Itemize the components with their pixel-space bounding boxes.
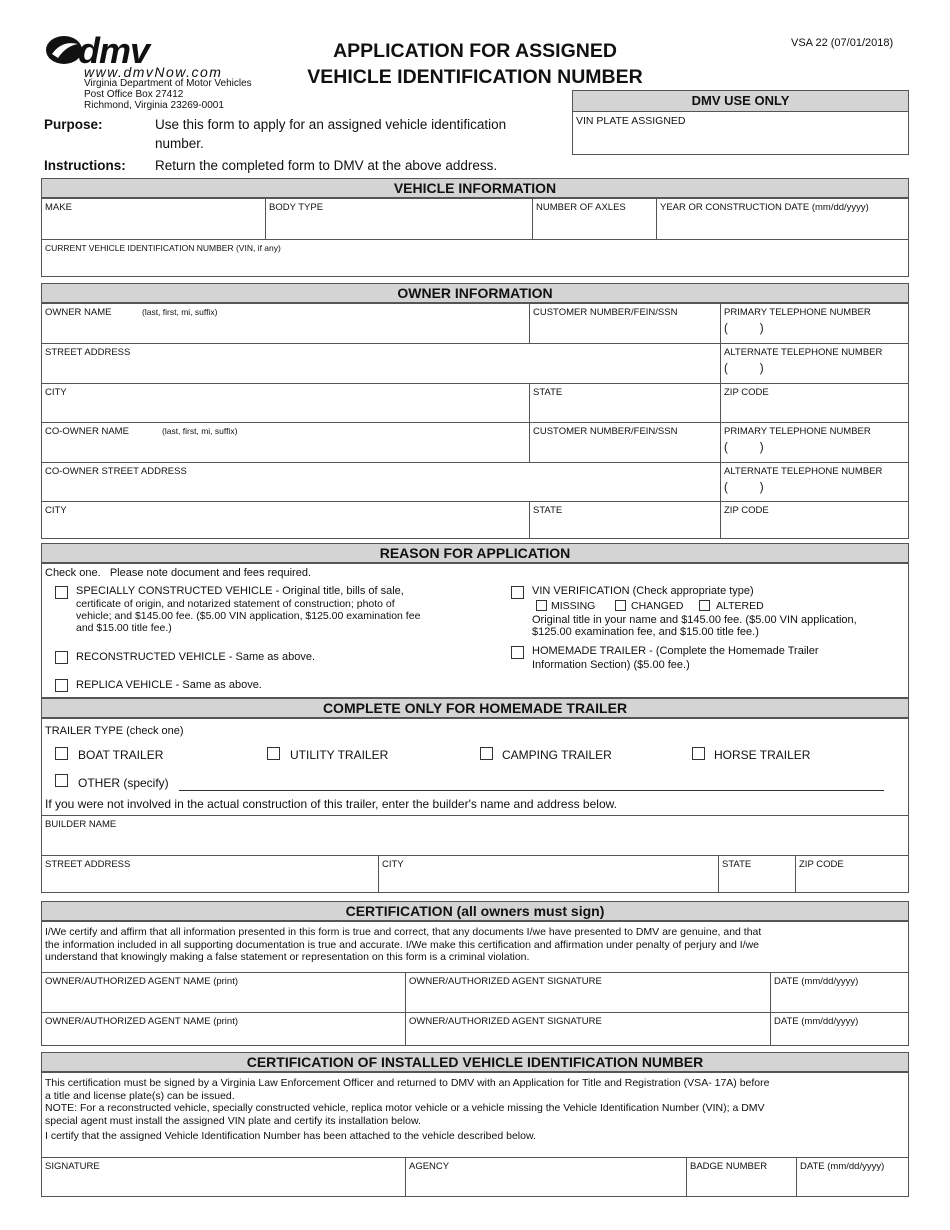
make-label: MAKE bbox=[45, 202, 72, 213]
specially-constructed-line-4: and $15.00 title fee.) bbox=[76, 622, 172, 634]
co-owner-city-label: CITY bbox=[45, 505, 67, 516]
primary-phone-label: PRIMARY TELEPHONE NUMBER bbox=[724, 307, 871, 318]
owner-street-field[interactable] bbox=[41, 343, 720, 383]
agent-signature-field-1[interactable] bbox=[405, 972, 770, 1012]
dmv-use-only-title: DMV USE ONLY bbox=[573, 91, 908, 112]
co-owner-alt-phone-label: ALTERNATE TELEPHONE NUMBER bbox=[724, 466, 883, 477]
co-owner-customer-number-field[interactable] bbox=[529, 422, 720, 462]
installed-text bbox=[45, 1077, 907, 1143]
reason-intro: Check one. Please note document and fees required. bbox=[45, 567, 312, 579]
certification-line-3: understand that knowingly making a false statement or representation on this form is a criminal violation. bbox=[45, 951, 530, 963]
specially-constructed-line-1: SPECIALLY CONSTRUCTED VEHICLE - Original title, bills of sale, bbox=[76, 585, 404, 597]
replica-vehicle-label: REPLICA VEHICLE - Same as above. bbox=[76, 679, 262, 691]
co-owner-primary-phone-field[interactable] bbox=[720, 422, 909, 462]
year-construction-date-field[interactable] bbox=[656, 198, 909, 239]
purpose-line-1: Use this form to apply for an assigned vehicle identification bbox=[155, 117, 507, 132]
agency-name: Virginia Department of Motor Vehicles bbox=[84, 78, 252, 89]
certification-section bbox=[41, 921, 909, 1046]
badge-number-label: BADGE NUMBER bbox=[690, 1161, 768, 1172]
phone-area-code-parens: ( ) bbox=[724, 323, 764, 335]
form-title bbox=[280, 38, 670, 90]
co-owner-zip-label: ZIP CODE bbox=[724, 505, 769, 516]
co-owner-name-label: CO-OWNER NAME bbox=[45, 426, 129, 437]
co-owner-street-label: CO-OWNER STREET ADDRESS bbox=[45, 466, 187, 477]
other-specify-input[interactable] bbox=[179, 789, 884, 791]
co-owner-name-field[interactable] bbox=[41, 422, 529, 462]
specially-constructed-checkbox[interactable] bbox=[55, 586, 68, 599]
installed-line-4: special agent must install the assigned VIN plate and certify its installation below. bbox=[45, 1114, 421, 1127]
builder-state-field[interactable] bbox=[718, 855, 795, 893]
co-owner-city-field[interactable] bbox=[41, 501, 529, 539]
camping-trailer-checkbox[interactable] bbox=[480, 747, 493, 760]
agent-name-label: OWNER/AUTHORIZED AGENT NAME (print) bbox=[45, 1016, 239, 1027]
co-owner-street-field[interactable] bbox=[41, 462, 720, 501]
logo-url: www.dmvNow.com bbox=[84, 64, 223, 80]
vin-verification-checkbox[interactable] bbox=[511, 586, 524, 599]
officer-signature-field[interactable] bbox=[41, 1157, 405, 1197]
instructions-label: Instructions: bbox=[44, 158, 126, 173]
builder-street-label: STREET ADDRESS bbox=[45, 859, 131, 870]
agency-label: AGENCY bbox=[409, 1161, 450, 1172]
builder-street-field[interactable] bbox=[41, 855, 378, 893]
vin-changed-label: CHANGED bbox=[631, 600, 684, 612]
camping-trailer-label: CAMPING TRAILER bbox=[502, 748, 612, 762]
vin-altered-checkbox[interactable] bbox=[699, 600, 710, 611]
alt-phone-label: ALTERNATE TELEPHONE NUMBER bbox=[724, 347, 883, 358]
certification-line-1: I/We certify and affirm that all information presented in this form is true and correct, that any documents I/we have presented to DMV are genuine, and that bbox=[45, 926, 762, 938]
co-owner-state-label: STATE bbox=[533, 505, 563, 516]
homemade-trailer-header: COMPLETE ONLY FOR HOMEMADE TRAILER bbox=[41, 698, 909, 718]
installed-date-field[interactable] bbox=[796, 1157, 909, 1197]
co-owner-customer-number-label: CUSTOMER NUMBER/FEIN/SSN bbox=[533, 426, 678, 437]
homemade-trailer-checkbox[interactable] bbox=[511, 646, 524, 659]
vin-verification-label: VIN VERIFICATION (Check appropriate type) bbox=[532, 585, 754, 597]
date-label: DATE (mm/dd/yyyy) bbox=[774, 976, 859, 987]
title-line-1: APPLICATION FOR ASSIGNED bbox=[333, 40, 617, 62]
phone-area-code-parens: ( ) bbox=[724, 482, 764, 494]
agent-name-field-2[interactable] bbox=[41, 1012, 405, 1046]
date-label: DATE (mm/dd/yyyy) bbox=[774, 1016, 859, 1027]
boat-trailer-checkbox[interactable] bbox=[55, 747, 68, 760]
badge-number-field[interactable] bbox=[686, 1157, 796, 1197]
number-of-axles-label: NUMBER OF AXLES bbox=[536, 202, 626, 213]
installed-date-label: DATE (mm/dd/yyyy) bbox=[800, 1161, 885, 1172]
co-owner-primary-phone-label: PRIMARY TELEPHONE NUMBER bbox=[724, 426, 871, 437]
vin-plate-assigned-field[interactable]: VIN PLATE ASSIGNED bbox=[576, 115, 686, 127]
agent-signature-label: OWNER/AUTHORIZED AGENT SIGNATURE bbox=[409, 1016, 602, 1027]
vin-missing-label: MISSING bbox=[551, 600, 596, 612]
owner-zip-field[interactable] bbox=[720, 383, 909, 422]
body-type-label: BODY TYPE bbox=[269, 202, 324, 213]
builder-state-label: STATE bbox=[722, 859, 752, 870]
vin-fee-line-1: Original title in your name and $145.00 fee. ($5.00 VIN application, bbox=[532, 614, 857, 626]
vin-missing-checkbox[interactable] bbox=[536, 600, 547, 611]
homemade-trailer-line-1: HOMEMADE TRAILER - (Complete the Homemade Trailer bbox=[532, 645, 819, 657]
boat-trailer-label: BOAT TRAILER bbox=[78, 748, 164, 762]
current-vin-label: CURRENT VEHICLE IDENTIFICATION NUMBER (VIN, if any) bbox=[45, 243, 281, 253]
agent-name-label: OWNER/AUTHORIZED AGENT NAME (print) bbox=[45, 976, 239, 987]
installed-line-3: NOTE: For a reconstructed vehicle, specially constructed vehicle, replica motor vehicle or a vehicle missing the Vehicle Identification Number (VIN); a DMV bbox=[45, 1102, 765, 1114]
replica-vehicle-checkbox[interactable] bbox=[55, 679, 68, 692]
builder-name-field[interactable] bbox=[41, 815, 909, 855]
city-label: CITY bbox=[45, 387, 67, 398]
installed-line-1: This certification must be signed by a Virginia Law Enforcement Officer and returned to DMV with an Application for Title and Registration (VSA- 17A) before bbox=[45, 1077, 770, 1089]
phone-area-code-parens: ( ) bbox=[724, 363, 764, 375]
vehicle-information-section bbox=[41, 198, 909, 277]
agent-name-field-1[interactable] bbox=[41, 972, 405, 1012]
dmv-use-only-box bbox=[572, 90, 909, 155]
number-of-axles-field[interactable] bbox=[532, 198, 656, 239]
certification-date-field-1[interactable] bbox=[770, 972, 909, 1012]
signature-label: SIGNATURE bbox=[45, 1161, 100, 1172]
homemade-trailer-section bbox=[41, 718, 909, 893]
vin-altered-label: ALTERED bbox=[716, 600, 764, 612]
reconstructed-vehicle-label: RECONSTRUCTED VEHICLE - Same as above. bbox=[76, 651, 316, 663]
reconstructed-vehicle-checkbox[interactable] bbox=[55, 651, 68, 664]
homemade-trailer-line-2: Information Section) ($5.00 fee.) bbox=[532, 659, 690, 671]
co-owner-state-field[interactable] bbox=[529, 501, 720, 539]
other-trailer-checkbox[interactable] bbox=[55, 774, 68, 787]
officer-agency-field[interactable] bbox=[405, 1157, 686, 1197]
builder-name-label: BUILDER NAME bbox=[45, 819, 117, 830]
installed-vin-certification-section bbox=[41, 1072, 909, 1197]
vin-changed-checkbox[interactable] bbox=[615, 600, 626, 611]
certification-date-field-2[interactable] bbox=[770, 1012, 909, 1046]
agent-signature-field-2[interactable] bbox=[405, 1012, 770, 1046]
street-address-label: STREET ADDRESS bbox=[45, 347, 131, 358]
customer-number-label: CUSTOMER NUMBER/FEIN/SSN bbox=[533, 307, 678, 318]
vehicle-information-header: VEHICLE INFORMATION bbox=[41, 178, 909, 198]
purpose-label: Purpose: bbox=[44, 117, 103, 132]
certification-header: CERTIFICATION (all owners must sign) bbox=[41, 901, 909, 921]
builder-city-field[interactable] bbox=[378, 855, 718, 893]
specially-constructed-line-2: certificate of origin, and notarized statement of construction; photo of bbox=[76, 598, 395, 610]
horse-trailer-checkbox[interactable] bbox=[692, 747, 705, 760]
certification-text bbox=[45, 926, 907, 964]
owner-customer-number-field[interactable] bbox=[529, 303, 720, 343]
owner-name-field[interactable] bbox=[41, 303, 529, 343]
agent-signature-label: OWNER/AUTHORIZED AGENT SIGNATURE bbox=[409, 976, 602, 987]
body-type-field[interactable] bbox=[265, 198, 532, 239]
owner-city-field[interactable] bbox=[41, 383, 529, 422]
horse-trailer-label: HORSE TRAILER bbox=[714, 748, 811, 762]
zip-label: ZIP CODE bbox=[724, 387, 769, 398]
builder-city-label: CITY bbox=[382, 859, 404, 870]
purpose-line-2: number. bbox=[155, 136, 204, 151]
installed-vin-certification-header: CERTIFICATION OF INSTALLED VEHICLE IDENTIFICATION NUMBER bbox=[41, 1052, 909, 1072]
builder-zip-field[interactable] bbox=[795, 855, 909, 893]
co-owner-alt-phone-field[interactable] bbox=[720, 462, 909, 501]
installed-line-2: a title and license plate(s) can be issued. bbox=[45, 1089, 235, 1102]
owner-state-field[interactable] bbox=[529, 383, 720, 422]
title-line-2: VEHICLE IDENTIFICATION NUMBER bbox=[307, 66, 643, 88]
logo-text: dmv bbox=[78, 30, 150, 71]
other-trailer-label: OTHER (specify) bbox=[78, 776, 169, 790]
reason-for-application-section bbox=[41, 563, 909, 698]
year-construction-date-label: YEAR OR CONSTRUCTION DATE (mm/dd/yyyy) bbox=[660, 202, 869, 213]
form-number: VSA 22 (07/01/2018) bbox=[791, 37, 894, 49]
instructions-text: Return the completed form to DMV at the above address. bbox=[155, 158, 498, 173]
builder-note: If you were not involved in the actual construction of this trailer, enter the builder's name and address below. bbox=[45, 797, 617, 811]
co-owner-name-hint: (last, first, mi, suffix) bbox=[162, 426, 238, 436]
trailer-type-label: TRAILER TYPE (check one) bbox=[45, 725, 184, 737]
make-field[interactable] bbox=[41, 198, 266, 239]
co-owner-zip-field[interactable] bbox=[720, 501, 909, 539]
phone-area-code-parens: ( ) bbox=[724, 442, 764, 454]
reason-for-application-header: REASON FOR APPLICATION bbox=[41, 543, 909, 563]
owner-information-section bbox=[41, 303, 909, 539]
builder-zip-label: ZIP CODE bbox=[799, 859, 844, 870]
certification-line-2: the information included in all supporting documentation is true and accurate. I/We make this certification and affirmation under penalty of perjury and I/we bbox=[45, 938, 760, 951]
utility-trailer-label: UTILITY TRAILER bbox=[290, 748, 389, 762]
owner-primary-phone-field[interactable] bbox=[720, 303, 909, 343]
owner-alt-phone-field[interactable] bbox=[720, 343, 909, 383]
vin-fee-line-2: $125.00 examination fee, and $15.00 title fee.) bbox=[532, 626, 759, 638]
owner-information-header: OWNER INFORMATION bbox=[41, 283, 909, 303]
current-vin-field[interactable] bbox=[41, 239, 909, 277]
utility-trailer-checkbox[interactable] bbox=[267, 747, 280, 760]
city-line: Richmond, Virginia 23269-0001 bbox=[84, 100, 224, 111]
owner-name-label: OWNER NAME bbox=[45, 307, 112, 318]
po-box: Post Office Box 27412 bbox=[84, 89, 184, 100]
owner-name-hint: (last, first, mi, suffix) bbox=[142, 307, 218, 317]
specially-constructed-line-3: vehicle; and $145.00 fee. ($5.00 VIN application, $125.00 examination fee bbox=[76, 610, 421, 622]
installed-line-5: I certify that the assigned Vehicle Identification Number has been attached to the vehicle described below. bbox=[45, 1130, 536, 1142]
state-label: STATE bbox=[533, 387, 563, 398]
